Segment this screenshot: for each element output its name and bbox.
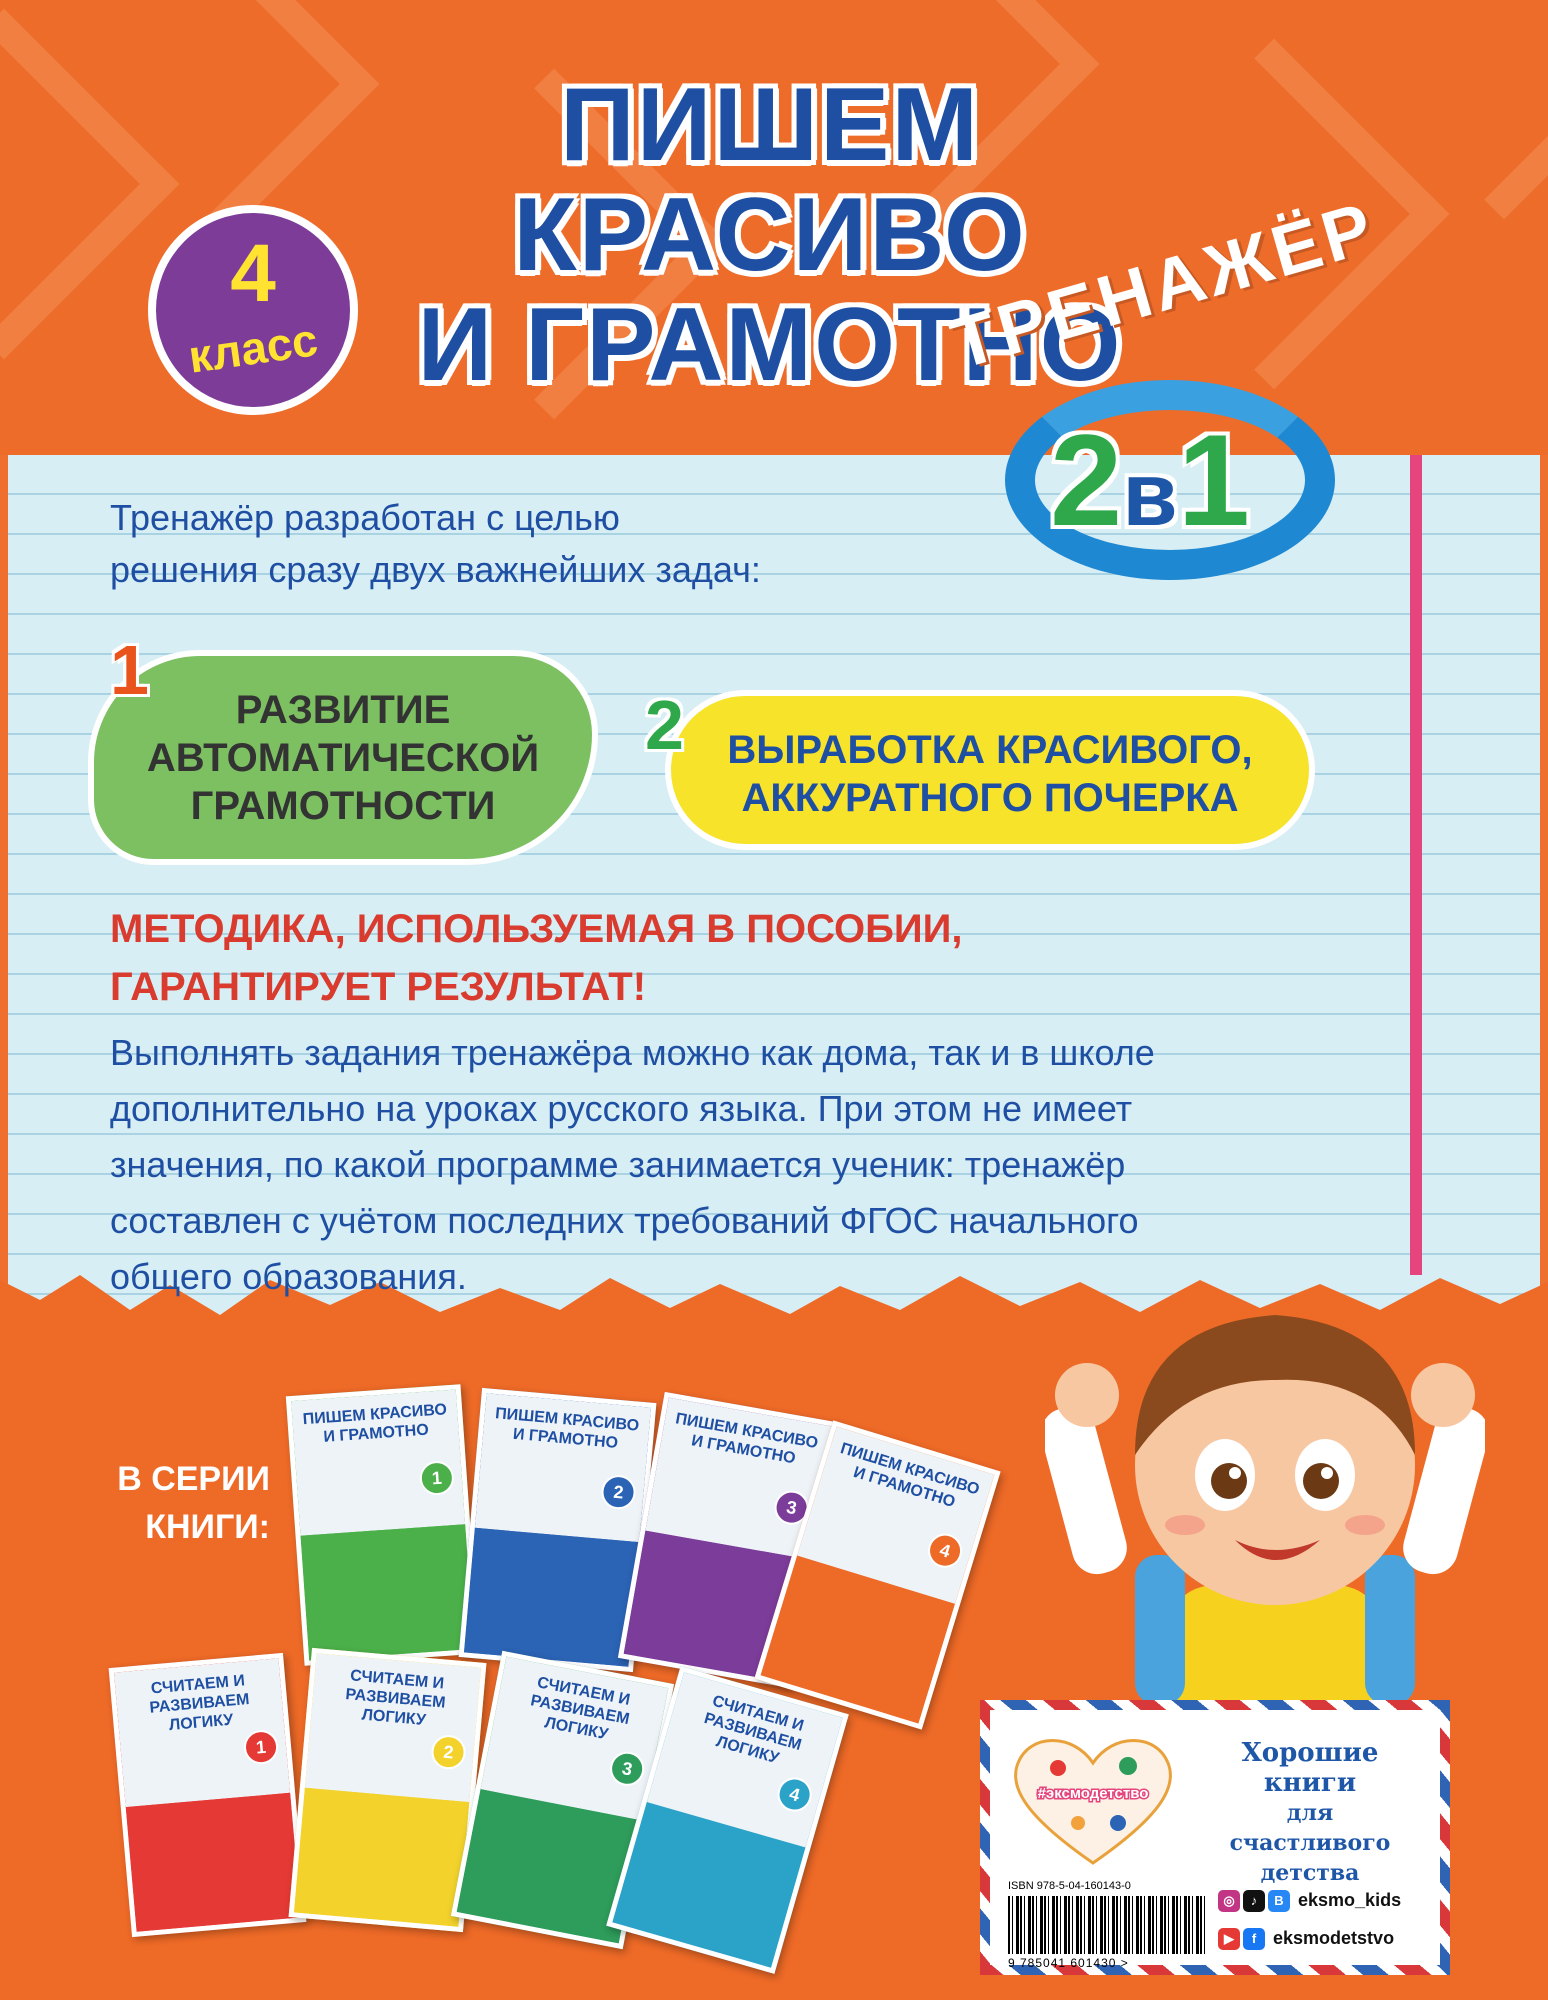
- two-in-one-b: в: [1122, 445, 1178, 545]
- intro-line-1: Тренажёр разработан с целью: [110, 497, 620, 538]
- social-detstvo: [1218, 1928, 1394, 1950]
- task-1-bubble: [88, 650, 598, 865]
- task-2-number: 2: [645, 686, 684, 764]
- youtube-icon: ▶: [1218, 1928, 1240, 1950]
- trainer-label: ТРЕНАЖЁР: [942, 187, 1385, 385]
- slogan-line-2: книги: [1263, 1768, 1357, 1798]
- margin-line: [1410, 455, 1422, 1275]
- series-label-line-2: КНИГИ:: [145, 1508, 270, 1546]
- two-in-one-c: 1: [1177, 407, 1250, 553]
- series-book-illustration: [126, 1793, 301, 1932]
- heart-logo: [1008, 1728, 1178, 1868]
- series-book-grade: 1: [243, 1729, 280, 1766]
- task-1-number: 1: [110, 631, 149, 709]
- instagram-icon: ◎: [1218, 1890, 1240, 1912]
- series-book-grade: 1: [419, 1460, 455, 1496]
- description-line-1: Выполнять задания тренажёра можно как дома, так и в школе: [110, 1032, 1155, 1073]
- task-1-line-3: ГРАМОТНОСТИ: [190, 784, 496, 828]
- description-line-4: составлен с учётом последних требований ФГОС начального: [110, 1200, 1139, 1241]
- series-book-grade: 3: [772, 1488, 811, 1527]
- two-in-one-logo: [1050, 407, 1250, 560]
- series-book-grade: 2: [430, 1734, 467, 1771]
- series-book-cover: [109, 1653, 307, 1937]
- two-in-one-a: 2: [1050, 407, 1123, 553]
- barcode: [1008, 1896, 1208, 1954]
- slogan-line-1: Хорошие: [1241, 1738, 1379, 1768]
- series-book-grade: 4: [774, 1773, 816, 1815]
- publisher-slogan: [1205, 1738, 1415, 1888]
- barcode-number: 9 785041 601430 >: [1008, 1956, 1129, 1970]
- title-line-1: ПИШЕМ КРАСИВО: [513, 67, 1027, 293]
- vk-icon: В: [1268, 1890, 1290, 1912]
- series-label-line-1: В СЕРИИ: [117, 1460, 270, 1498]
- intro-text: [110, 492, 930, 596]
- series-book-grade: 2: [600, 1474, 637, 1511]
- series-book-illustration: [294, 1788, 469, 1927]
- description-line-5: общего образования.: [110, 1256, 467, 1297]
- description-line-3: значения, по какой программе занимается ученик: тренажёр: [110, 1144, 1126, 1185]
- facebook-icon: f: [1243, 1928, 1265, 1950]
- description-line-2: дополнительно на уроках русского языка. При этом не имеет: [110, 1088, 1133, 1129]
- series-book-illustration: [464, 1528, 639, 1667]
- grade-number: 4: [230, 228, 276, 319]
- social-kids: [1218, 1890, 1401, 1912]
- isbn-text: ISBN 978-5-04-160143-0: [1008, 1880, 1131, 1892]
- social-kids-handle: eksmo_kids: [1298, 1890, 1402, 1910]
- method-guarantee: [110, 900, 1110, 1016]
- task-1-line-1: РАЗВИТИЕ: [235, 688, 451, 732]
- series-book-title: СЧИТАЕМ И РАЗВИВАЕМ ЛОГИКУ: [481, 1657, 669, 1821]
- method-line-2: ГАРАНТИРУЕТ РЕЗУЛЬТАТ!: [110, 965, 647, 1009]
- series-book-title: ПИШЕМ КРАСИВО И ГРАМОТНО: [645, 1398, 831, 1560]
- series-book-grade: 3: [607, 1749, 647, 1789]
- intro-line-2: решения сразу двух важнейших задач:: [110, 549, 761, 590]
- series-book-title: ПИШЕМ КРАСИВО И ГРАМОТНО: [797, 1427, 994, 1605]
- grade-badge: [148, 205, 358, 415]
- method-line-1: МЕТОДИКА, ИСПОЛЬЗУЕМАЯ В ПОСОБИИ,: [110, 907, 963, 951]
- boy-illustration: [1045, 1285, 1485, 1705]
- publisher-stamp: [980, 1700, 1450, 1975]
- description-text: [110, 1025, 1290, 1305]
- series-book-title: СЧИТАЕМ И РАЗВИВАЕМ ЛОГИКУ: [647, 1672, 843, 1847]
- series-book-grade: 4: [924, 1529, 966, 1571]
- slogan-line-3: для счастливого: [1229, 1800, 1391, 1856]
- social-detstvo-handle: eksmodetstvo: [1273, 1928, 1395, 1948]
- task-2-line-1: ВЫРАБОТКА КРАСИВОГО,: [727, 728, 1253, 772]
- series-book-title: СЧИТАЕМ И РАЗВИВАЕМ ЛОГИКУ: [305, 1653, 481, 1802]
- hashtag-text: #эксмодетство: [1037, 1785, 1149, 1802]
- series-book-title: ПИШЕМ КРАСИВО И ГРАМОТНО: [291, 1390, 465, 1536]
- series-book-title: ПИШЕМ КРАСИВО И ГРАМОТНО: [475, 1393, 651, 1542]
- tiktok-icon: ♪: [1243, 1890, 1265, 1912]
- task-2-line-2: АККУРАТНОГО ПОЧЕРКА: [741, 776, 1239, 820]
- series-label: [60, 1455, 270, 1551]
- task-1-line-2: АВТОМАТИЧЕСКОЙ: [146, 736, 540, 780]
- series-book-title: СЧИТАЕМ И РАЗВИВАЕМ ЛОГИКУ: [114, 1658, 290, 1807]
- grade-word: класс: [185, 313, 321, 383]
- series-book-cover: [286, 1384, 479, 1666]
- title-line-2: И ГРАМОТНО: [417, 287, 1123, 403]
- task-2-bubble: [665, 690, 1315, 850]
- slogan-line-4: детства: [1260, 1860, 1360, 1886]
- series-book-illustration: [301, 1524, 474, 1660]
